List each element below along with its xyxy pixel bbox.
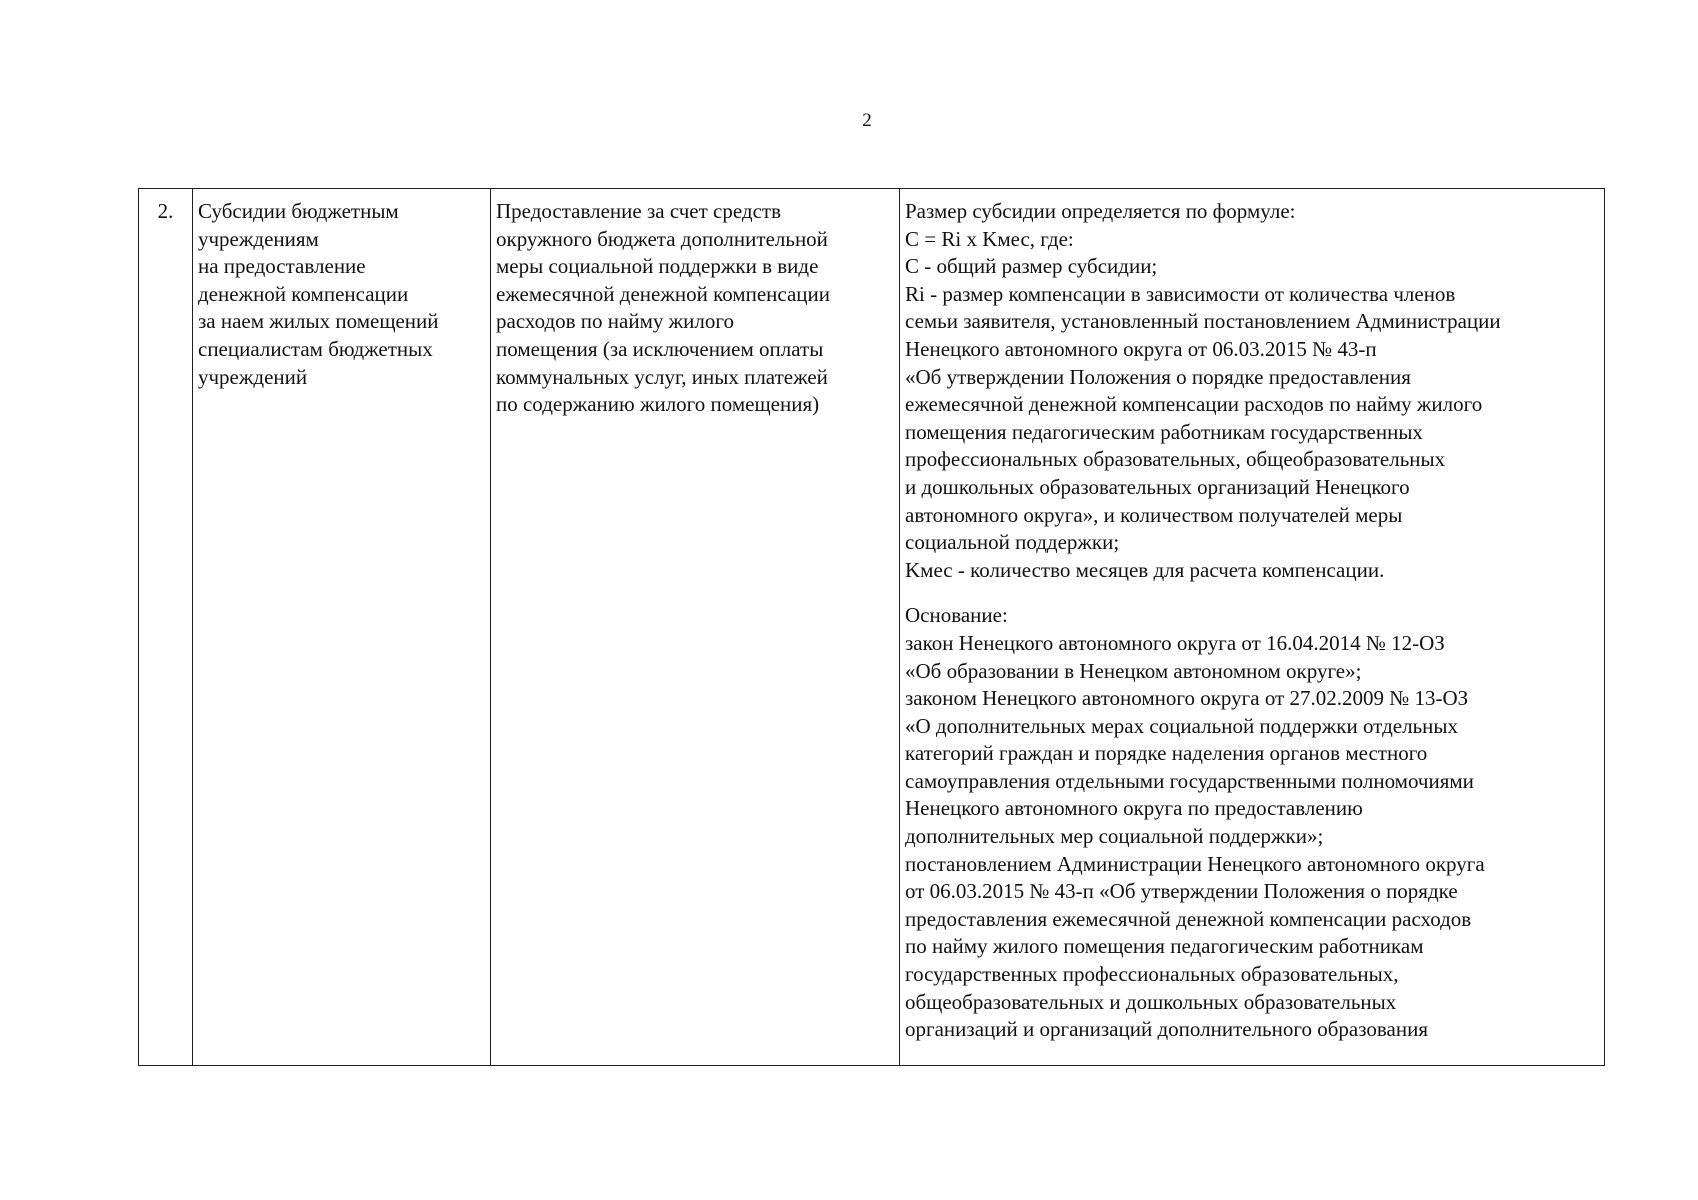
formula-line: С = Ri x Kмес, где: bbox=[905, 226, 1074, 251]
description-line: окружного бюджета дополнительной bbox=[496, 226, 828, 251]
subsidy-name-line: за наем жилых помещений bbox=[198, 309, 439, 334]
formula-line: автономного округа», и количеством получателей меры bbox=[905, 502, 1403, 527]
calculation-cell bbox=[900, 189, 1605, 1066]
basis-line: общеобразовательных и дошкольных образовательных bbox=[905, 989, 1397, 1014]
basis-block bbox=[905, 602, 1599, 1044]
formula-line: социальной поддержки; bbox=[905, 530, 1120, 555]
basis-line: организаций и организаций дополнительного образования bbox=[905, 1017, 1428, 1042]
basis-line: постановлением Администрации Ненецкого автономного округа bbox=[905, 851, 1485, 876]
description-line: по содержанию жилого помещения) bbox=[496, 392, 820, 417]
basis-line: дополнительных мер социальной поддержки»; bbox=[905, 824, 1324, 849]
basis-line: по найму жилого помещения педагогическим работникам bbox=[905, 934, 1424, 959]
description-line: помещения (за исключением оплаты bbox=[496, 336, 824, 361]
formula-line: С - общий размер субсидии; bbox=[905, 254, 1158, 279]
description-line: Предоставление за счет средств bbox=[496, 199, 782, 223]
basis-line: законом Ненецкого автономного округа от 27.02.2009 № 13-ОЗ bbox=[905, 686, 1469, 711]
description-line: коммунальных услуг, иных платежей bbox=[496, 364, 828, 389]
formula-line: Ri - размер компенсации в зависимости от количества членов bbox=[905, 281, 1456, 306]
basis-line: категорий граждан и порядке наделения органов местного bbox=[905, 741, 1428, 766]
formula-line: Размер субсидии определяется по формуле: bbox=[905, 199, 1296, 223]
subsidy-name-line: денежной компенсации bbox=[198, 281, 409, 306]
formula-line: Kмес - количество месяцев для расчета компенсации. bbox=[905, 557, 1385, 582]
subsidy-name-cell bbox=[193, 189, 491, 1066]
basis-line: предоставления ежемесячной денежной компенсации расходов bbox=[905, 906, 1472, 931]
description-line: ежемесячной денежной компенсации bbox=[496, 281, 831, 306]
subsidy-description-cell bbox=[491, 189, 900, 1066]
basis-line: от 06.03.2015 № 43-п «Об утверждении Положения о порядке bbox=[905, 879, 1458, 904]
basis-line: Ненецкого автономного округа по предоставлению bbox=[905, 796, 1363, 821]
formula-line: семьи заявителя, установленный постановлением Администрации bbox=[905, 309, 1501, 334]
description-line: меры социальной поддержки в виде bbox=[496, 254, 819, 279]
table-row bbox=[139, 189, 1605, 1066]
subsidy-name-line: учреждениям bbox=[198, 226, 319, 251]
basis-line: «О дополнительных мерах социальной поддержки отдельных bbox=[905, 713, 1458, 738]
subsidy-name-line: специалистам бюджетных bbox=[198, 336, 433, 361]
basis-heading: Основание: bbox=[905, 603, 1008, 628]
basis-line: «Об образовании в Ненецком автономном округе»; bbox=[905, 658, 1362, 683]
description-line: расходов по найму жилого bbox=[496, 309, 734, 334]
subsidy-name-line: на предоставление bbox=[198, 254, 366, 279]
formula-line: и дошкольных образовательных организаций Ненецкого bbox=[905, 474, 1410, 499]
formula-line: помещения педагогическим работникам государственных bbox=[905, 419, 1423, 444]
row-number-cell bbox=[139, 189, 193, 1066]
formula-line: «Об утверждении Положения о порядке предоставления bbox=[905, 364, 1411, 389]
subsidy-name-line: учреждений bbox=[198, 364, 308, 389]
paragraph-gap bbox=[905, 584, 1599, 602]
basis-line: закон Ненецкого автономного округа от 16.04.2014 № 12-ОЗ bbox=[905, 630, 1445, 655]
basis-line: самоуправления отдельными государственными полномочиями bbox=[905, 768, 1474, 793]
formula-line: профессиональных образовательных, общеобразовательных bbox=[905, 447, 1446, 472]
subsidy-table bbox=[138, 188, 1605, 1066]
formula-line: Ненецкого автономного округа от 06.03.2015 № 43-п bbox=[905, 336, 1377, 361]
basis-line: государственных профессиональных образовательных, bbox=[905, 962, 1399, 987]
row-number: 2. bbox=[157, 199, 174, 223]
formula-line: ежемесячной денежной компенсации расходов по найму жилого bbox=[905, 392, 1483, 417]
subsidy-name-line: Субсидии бюджетным bbox=[198, 199, 399, 223]
page-number: 2 bbox=[862, 110, 872, 131]
formula-block bbox=[905, 198, 1599, 584]
